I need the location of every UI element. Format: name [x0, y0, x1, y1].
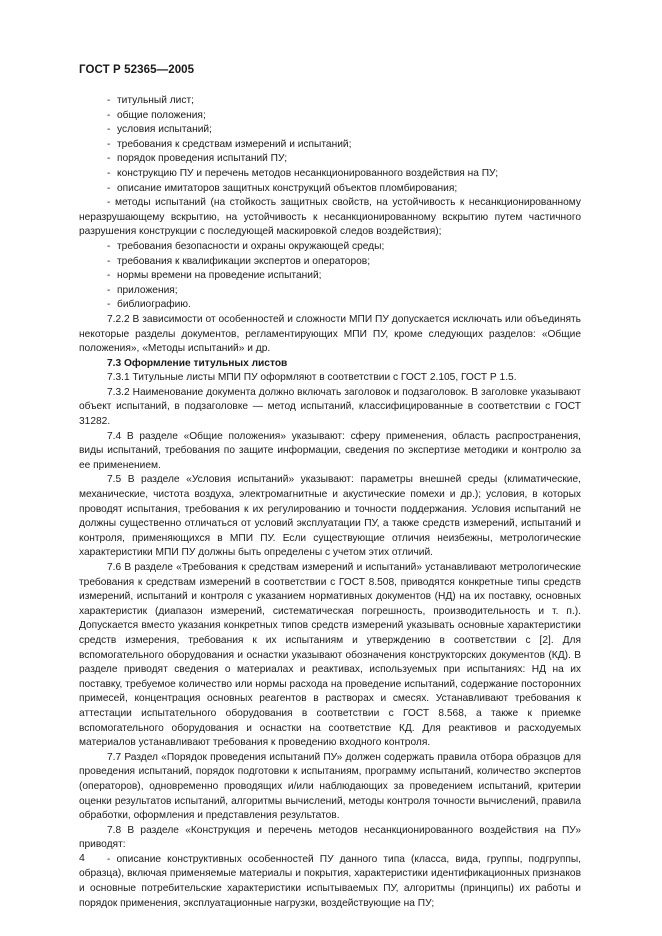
list-item-text: порядок проведения испытаний ПУ;: [117, 153, 288, 165]
list-item: - приложения;: [107, 284, 178, 296]
list-item: - нормы времени на проведение испытаний;: [107, 270, 322, 282]
list-item-text: общие положения;: [117, 109, 206, 121]
paragraph-7-3-2: 7.3.2 Наименование документа должно включать заголовок и подзаголовок. В заголовке указывают объект испытаний, в подзаголовке — метод испытаний, классифицированные в соответствии с ГОСТ 31282.: [79, 386, 581, 428]
list-item: - титульный лист;: [107, 95, 194, 106]
list-item-text: конструкцию ПУ и перечень методов несанкционированного воздействия на ПУ;: [117, 167, 499, 179]
document-header: ГОСТ Р 52365—2005: [79, 64, 195, 76]
paragraph-7-3-1: 7.3.1 Титульные листы МПИ ПУ оформляют в соответствии с ГОСТ 2.105, ГОСТ Р 1.5.: [107, 372, 517, 384]
list-item: - требования безопасности и охраны окружающей среды;: [107, 240, 385, 252]
list-item: - описание имитаторов защитных конструкций объектов пломбирования;: [107, 182, 458, 194]
section-heading-7-3: 7.3 Оформление титульных листов: [107, 357, 288, 369]
paragraph-7-8-item: - описание конструктивных особенностей ПУ данного типа (класса, вида, группы, подгруппы, образца), включая применяемые материалы и покрытия, характеристики идентификационных признаков и основные потребительские характеристики испытываемых ПУ, алгоритмы (принципы) их работы и порядок применения, эксплуатационные нагрузки, воздействующие на ПУ;: [79, 853, 581, 909]
list-item-text: титульный лист;: [117, 95, 194, 106]
list-item: - конструкцию ПУ и перечень методов несанкционированного воздействия на ПУ;: [107, 167, 499, 179]
list-item-text: требования к квалификации экспертов и операторов;: [117, 255, 371, 267]
list-item-text: условия испытаний;: [117, 124, 212, 136]
paragraph-7-5: 7.5 В разделе «Условия испытаний» указывают: параметры внешней среды (климатические, механические, чистота воздуха, электромагнитные и акустические помехи и др.); условия, в которых проводят испытания, требования к их регулированию и точности поддержания. Условия испытаний не должны существенно отличаться от условий эксплуатации ПУ, а также средств измерений, испытаний и контроля, применяющихся в МПИ ПУ. Если существующие отличия неизбежны, метрологические характеристики МПИ ПУ должны быть определены с учетом этих отличий.: [79, 474, 581, 559]
list-item-text: библиографию.: [117, 299, 191, 311]
list-item: - требования к квалификации экспертов и операторов;: [107, 255, 371, 267]
list-item-text: нормы времени на проведение испытаний;: [117, 270, 322, 282]
paragraph-7-2-2: 7.2.2 В зависимости от особенностей и сложности МПИ ПУ допускается исключать или объединять некоторые разделы документов, регламентирующих МПИ ПУ, кроме следующих разделов: «Общие положения», «Методы испытаний» и др.: [79, 313, 581, 355]
methods-paragraph: - методы испытаний (на стойкость защитных свойств, на устойчивость к несанкционированному неразрушающему вскрытию, на устойчивость к несанкционированному вскрытию путем частичного разрушения конструкции с последующей маскировкой следов воздействия);: [79, 197, 581, 238]
list-item-text: описание имитаторов защитных конструкций объектов пломбирования;: [117, 182, 458, 194]
list-item: - условия испытаний;: [107, 124, 212, 136]
list-item: - требования к средствам измерений и испытаний;: [107, 138, 352, 150]
document-body: [79, 94, 581, 911]
list-item-text: требования безопасности и охраны окружающей среды;: [117, 240, 385, 252]
paragraph-7-8: 7.8 В разделе «Конструкция и перечень методов несанкционированного воздействия на ПУ» приводят:: [79, 824, 581, 851]
page-number: 4: [79, 852, 85, 864]
paragraph-7-6: 7.6 В разделе «Требования к средствам измерений и испытаний» устанавливают метрологические требования к средствам измерений в соответствии с ГОСТ 8.508, приводятся конкретные типы средств измерений, испытаний и контроля с указанием нормативных документов (НД) на их поставку, основных характеристик (диапазон измерений, систематическая погрешность, производительность и т. п.). Допускается вместо указания конкретных типов средств измерений указывать основные характеристики средств измерения, требования к их испытаниям и утверждению в соответствии с [2]. Для вспомогательного оборудования и оснастки указывают обозначения конструкторских документов (КД). В разделе приводят сведения о материалах и реактивах, используемых при испытаниях: НД на их поставку, требуемое количество или нормы расхода на проведение испытаний, содержание посторонних примесей, концентрация основных реагентов в растворах и смесях. Устанавливают требования к аттестации испытательного оборудования в соответствии с ГОСТ 8.568, а также к приемке вспомогательного оборудования и оснастки на соответствие КД. Для реактивов и расходуемых материалов устанавливают требования к проведению входного контроля.: [79, 562, 581, 749]
paragraph-7-4: 7.4 В разделе «Общие положения» указывают: сферу применения, область распространения, виды испытаний, требования по защите информации, сведения по экспертизе методики и контролю за ее применением.: [79, 430, 581, 471]
list-item: - общие положения;: [107, 109, 206, 121]
list-item: - порядок проведения испытаний ПУ;: [107, 153, 288, 165]
list-item-text: приложения;: [117, 284, 178, 296]
list-item: - библиографию.: [107, 299, 191, 311]
list-item-text: требования к средствам измерений и испытаний;: [117, 138, 352, 150]
paragraph-7-7: 7.7 Раздел «Порядок проведения испытаний ПУ» должен содержать правила отбора образцов для проведения испытаний, порядок подготовки к испытаниям, программу испытаний, количество экспертов (операторов), одновременно проводящих и/или наблюдающих за проведением испытаний, критерии оценки результатов испытаний, алгоритмы вычислений, методы контроля точности вычислений, правила обработки, оформления и представления результатов.: [79, 751, 581, 822]
